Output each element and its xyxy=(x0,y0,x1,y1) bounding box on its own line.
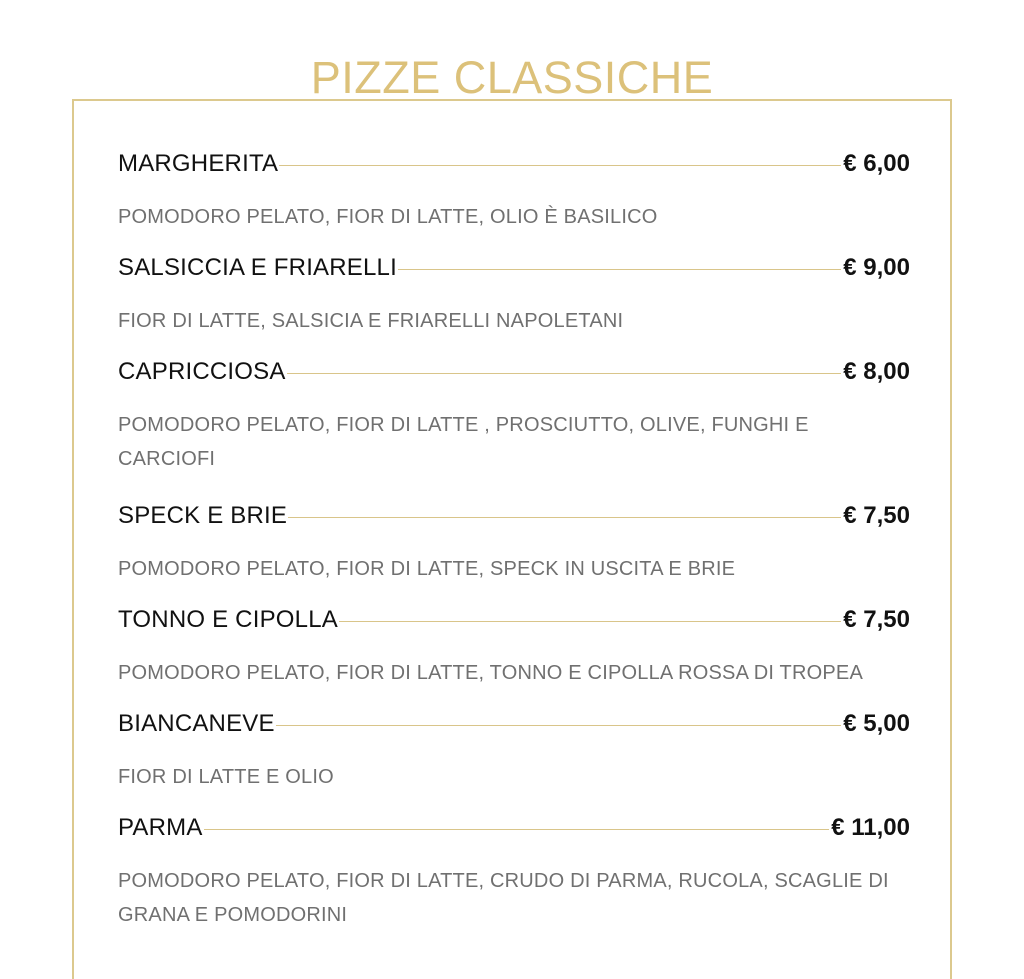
item-name: BIANCANEVE xyxy=(118,710,275,737)
dotted-leader-line xyxy=(204,829,830,830)
item-price: € 9,00 xyxy=(843,254,910,281)
menu-item xyxy=(118,812,910,932)
menu-list xyxy=(118,148,910,932)
dotted-leader-line xyxy=(398,269,841,270)
item-name: MARGHERITA xyxy=(118,150,279,177)
item-price: € 6,00 xyxy=(843,150,910,177)
item-description: FIOR DI LATTE, SALSICIA E FRIARELLI NAPOLETANI xyxy=(118,310,624,332)
item-description: POMODORO PELATO, FIOR DI LATTE, TONNO E CIPOLLA ROSSA DI TROPEA xyxy=(118,662,863,684)
menu-item-header xyxy=(118,604,910,636)
menu-item xyxy=(118,148,910,234)
item-price: € 7,50 xyxy=(843,606,910,633)
item-price: € 8,00 xyxy=(843,358,910,385)
dotted-leader-line xyxy=(279,165,841,166)
item-description: POMODORO PELATO, FIOR DI LATTE, CRUDO DI PARMA, RUCOLA, SCAGLIE DI GRANA E POMODORINI xyxy=(118,870,889,926)
item-description: POMODORO PELATO, FIOR DI LATTE , PROSCIUTTO, OLIVE, FUNGHI E CARCIOFI xyxy=(118,414,809,470)
dotted-leader-line xyxy=(276,725,842,726)
item-price: € 5,00 xyxy=(843,710,910,737)
dotted-leader-line xyxy=(287,373,842,374)
menu-item xyxy=(118,252,910,338)
item-price: € 7,50 xyxy=(843,502,910,529)
menu-item-header xyxy=(118,148,910,180)
menu-item xyxy=(118,500,910,586)
menu-item-header xyxy=(118,252,910,284)
page-title: PIZZE CLASSICHE xyxy=(310,52,714,104)
menu-item-header xyxy=(118,812,910,844)
menu-item xyxy=(118,708,910,794)
dotted-leader-line xyxy=(339,621,841,622)
item-description: POMODORO PELATO, FIOR DI LATTE, OLIO È BASILICO xyxy=(118,206,658,228)
menu-item-header xyxy=(118,500,910,532)
item-name: SALSICCIA E FRIARELLI xyxy=(118,254,397,281)
item-price: € 11,00 xyxy=(831,814,910,841)
menu-item-header xyxy=(118,708,910,740)
menu-item xyxy=(118,356,910,476)
item-name: TONNO E CIPOLLA xyxy=(118,606,338,633)
item-description: POMODORO PELATO, FIOR DI LATTE, SPECK IN USCITA E BRIE xyxy=(118,558,736,580)
menu-item xyxy=(118,604,910,690)
item-description: FIOR DI LATTE E OLIO xyxy=(118,766,334,788)
item-name: CAPRICCIOSA xyxy=(118,358,286,385)
item-name: PARMA xyxy=(118,814,203,841)
menu-item-header xyxy=(118,356,910,388)
item-name: SPECK E BRIE xyxy=(118,502,288,529)
dotted-leader-line xyxy=(288,517,841,518)
